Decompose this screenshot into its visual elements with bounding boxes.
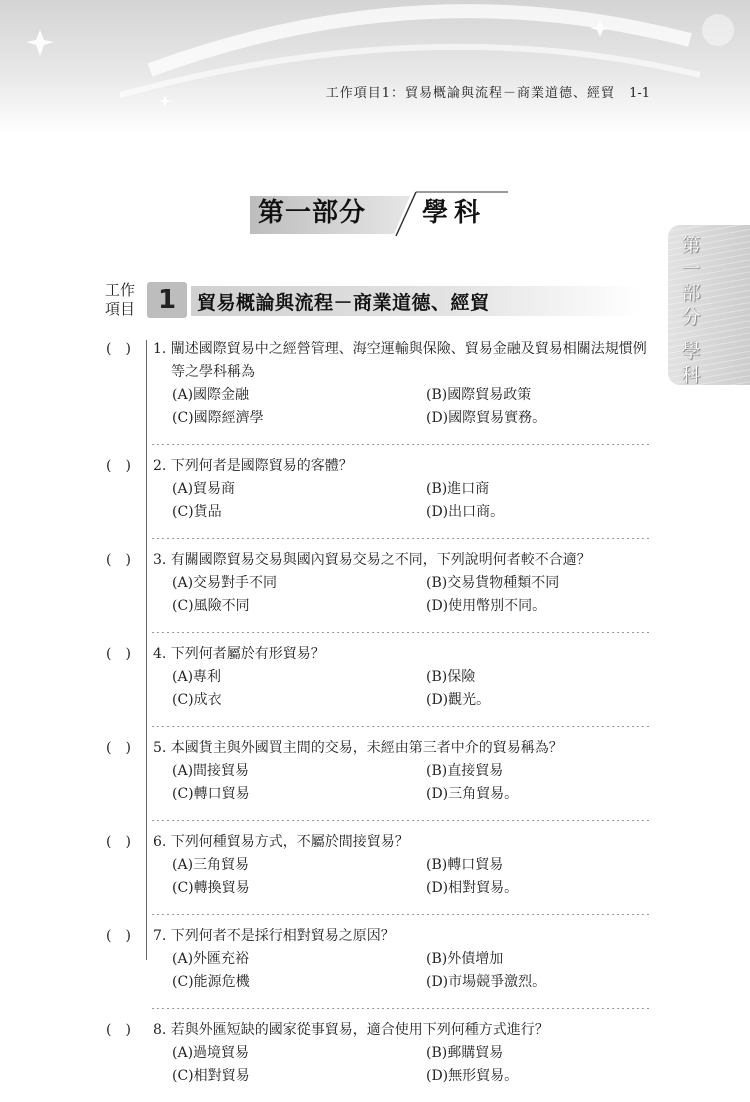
option: (A)過境貿易 — [172, 1045, 250, 1061]
question-item — [96, 737, 656, 806]
option: (D)無形貿易。 — [426, 1068, 519, 1084]
option: (B)郵購貿易 — [426, 1045, 504, 1061]
part-title — [250, 190, 510, 238]
option: (C)成衣 — [172, 692, 222, 708]
question-stem: 5. 本國貨主與外國買主間的交易，未經由第三者中介的貿易稱為？ — [153, 740, 563, 756]
option: (D)市場競爭激烈。 — [426, 974, 547, 990]
option: (C)相對貿易 — [172, 1068, 250, 1084]
answer-blank[interactable]: ( ) — [106, 458, 131, 474]
answer-blank[interactable]: ( ) — [106, 928, 131, 944]
question-divider — [152, 914, 652, 915]
option: (D)出口商。 — [426, 504, 505, 520]
work-item-label: 工作項目 — [105, 281, 136, 318]
question-divider — [152, 726, 652, 727]
question-stem: 3. 有關國際貿易交易與國內貿易交易之不同，下列說明何者較不合適？ — [153, 552, 591, 568]
option: (C)轉換貿易 — [172, 880, 250, 896]
question-item — [96, 338, 656, 430]
question-item — [96, 643, 656, 712]
question-stem: 6. 下列何種貿易方式，不屬於間接貿易？ — [153, 834, 409, 850]
option: (A)間接貿易 — [172, 763, 250, 779]
side-tab — [668, 225, 750, 385]
question-divider — [152, 444, 652, 445]
option: (C)國際經濟學 — [172, 410, 264, 426]
work-item-title: 貿易概論與流程－商業道德、經貿 — [197, 292, 490, 314]
answer-blank[interactable]: ( ) — [106, 552, 131, 568]
side-tab-line2: 學科 — [681, 340, 701, 386]
decorative-swoosh — [0, 0, 750, 135]
option: (B)直接貿易 — [426, 763, 504, 779]
question-stem: 1. 闡述國際貿易中之經營管理、海空運輸與保險、貿易金融及貿易相關法規慣例等之學科稱為 — [153, 341, 647, 380]
option: (D)相對貿易。 — [426, 880, 519, 896]
answer-blank[interactable]: ( ) — [106, 341, 131, 357]
option: (A)貿易商 — [172, 481, 236, 497]
question-list — [96, 338, 656, 1102]
side-tab-line1: 第一部分 — [681, 234, 701, 328]
question-stem: 7. 下列何者不是採行相對貿易之原因？ — [153, 928, 395, 944]
option: (D)使用幣別不同。 — [426, 598, 547, 614]
option: (C)貨品 — [172, 504, 222, 520]
option: (A)交易對手不同 — [172, 575, 278, 591]
answer-blank[interactable]: ( ) — [106, 646, 131, 662]
option-grid — [172, 1042, 656, 1088]
option: (A)國際金融 — [172, 387, 250, 403]
question-item — [96, 455, 656, 524]
side-tab-label — [676, 233, 706, 387]
question-item — [96, 549, 656, 618]
option: (C)風險不同 — [172, 598, 250, 614]
work-item-heading — [105, 280, 645, 322]
question-stem: 8. 若與外匯短缺的國家從事貿易，適合使用下列何種方式進行？ — [153, 1022, 549, 1038]
question-item — [96, 831, 656, 900]
answer-blank[interactable]: ( ) — [106, 834, 131, 850]
answer-blank[interactable]: ( ) — [106, 1022, 131, 1038]
option: (B)轉口貿易 — [426, 857, 504, 873]
question-divider — [152, 538, 652, 539]
work-item-number: 1 — [147, 282, 187, 318]
option: (B)保險 — [426, 669, 476, 685]
option-grid — [172, 948, 656, 994]
running-header — [326, 82, 650, 101]
question-stem: 4. 下列何者屬於有形貿易？ — [153, 646, 325, 662]
option: (B)外債增加 — [426, 951, 504, 967]
option: (B)交易貨物種類不同 — [426, 575, 560, 591]
question-item — [96, 1019, 656, 1088]
part-title-right: 學科 — [422, 198, 487, 228]
header-banner — [0, 0, 750, 135]
option: (A)專利 — [172, 669, 222, 685]
question-stem: 2. 下列何者是國際貿易的客體？ — [153, 458, 353, 474]
option-grid — [172, 478, 656, 524]
answer-blank[interactable]: ( ) — [106, 740, 131, 756]
option: (B)國際貿易政策 — [426, 387, 532, 403]
option: (D)觀光。 — [426, 692, 491, 708]
question-divider — [152, 1008, 652, 1009]
option: (D)國際貿易實務。 — [426, 410, 547, 426]
option: (A)三角貿易 — [172, 857, 250, 873]
question-divider — [152, 820, 652, 821]
page-number: 1-1 — [629, 86, 650, 101]
part-title-left: 第一部分 — [258, 198, 367, 228]
running-title: 工作項目1：貿易概論與流程－商業道德、經貿 — [325, 86, 616, 101]
question-divider — [152, 632, 652, 633]
option: (C)轉口貿易 — [172, 786, 250, 802]
option-grid — [172, 760, 656, 806]
planet-icon — [702, 14, 734, 46]
option: (D)三角貿易。 — [426, 786, 519, 802]
option-grid — [172, 384, 656, 430]
option: (C)能源危機 — [172, 974, 250, 990]
option-grid — [172, 572, 656, 618]
option-grid — [172, 854, 656, 900]
option: (B)進口商 — [426, 481, 490, 497]
question-item — [96, 925, 656, 994]
option-grid — [172, 666, 656, 712]
option: (A)外匯充裕 — [172, 951, 250, 967]
